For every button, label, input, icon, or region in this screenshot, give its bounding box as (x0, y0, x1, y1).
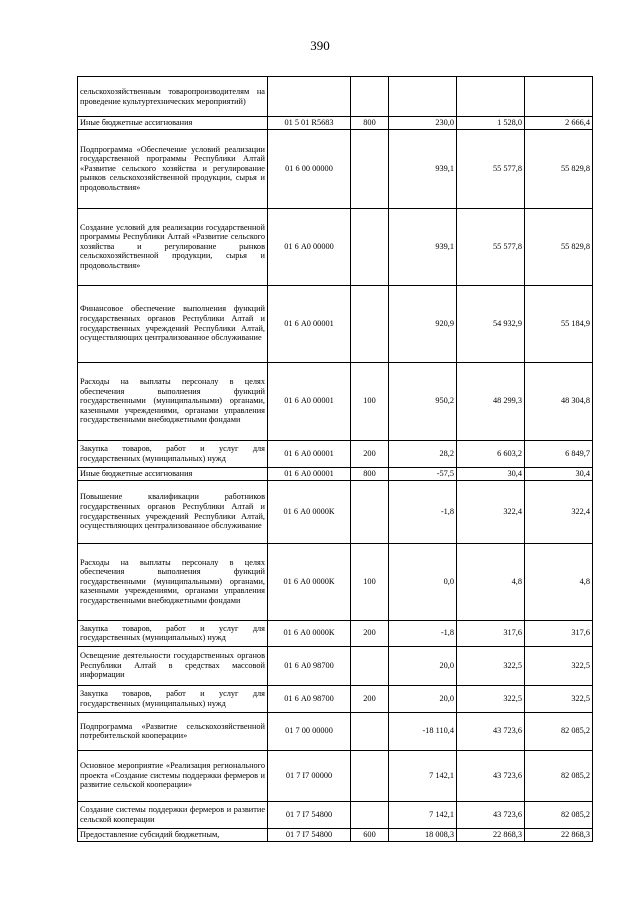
row-expense-type (351, 750, 389, 801)
row-description: Подпрограмма «Развитие сельскохозяйственной потребительской кооперации» (78, 712, 268, 750)
row-code: 01 7 I7 00000 (268, 750, 351, 801)
row-amount-2: 30,4 (457, 467, 525, 480)
row-code: 01 6 А0 0000К (268, 480, 351, 543)
row-amount-3 (525, 77, 593, 117)
table-row (78, 285, 593, 362)
row-amount-1: 939,1 (389, 129, 457, 208)
row-description: Иные бюджетные ассигнования (78, 117, 268, 130)
table-row (78, 685, 593, 712)
row-expense-type (351, 129, 389, 208)
row-amount-1: 0,0 (389, 543, 457, 620)
row-amount-2: 43 723,6 (457, 750, 525, 801)
row-description: сельскохозяйственным товаропроизводителям на проведение культуртехнических мероприятий) (78, 77, 268, 117)
row-expense-type: 600 (351, 828, 389, 841)
table-row (78, 480, 593, 543)
row-amount-2: 6 603,2 (457, 440, 525, 467)
row-amount-3: 55 829,8 (525, 208, 593, 285)
row-amount-2: 4,8 (457, 543, 525, 620)
row-amount-2: 322,5 (457, 646, 525, 685)
table-row (78, 77, 593, 117)
row-amount-2 (457, 77, 525, 117)
row-expense-type: 200 (351, 620, 389, 646)
row-amount-3: 82 085,2 (525, 750, 593, 801)
row-description: Расходы на выплаты персоналу в целях обеспечения выполнения функций государственными (муниципальными) органами, казенными учреждениями, органами управления государственными внебюджетными фондами (78, 362, 268, 440)
table-row (78, 208, 593, 285)
row-amount-2: 1 528,0 (457, 117, 525, 130)
row-description: Закупка товаров, работ и услуг для государственных (муниципальных) нужд (78, 685, 268, 712)
row-expense-type (351, 285, 389, 362)
row-expense-type: 100 (351, 543, 389, 620)
row-amount-1: -18 110,4 (389, 712, 457, 750)
row-amount-1: -1,8 (389, 480, 457, 543)
row-amount-1: 28,2 (389, 440, 457, 467)
row-amount-1: 20,0 (389, 685, 457, 712)
row-expense-type (351, 712, 389, 750)
row-amount-1: -57,5 (389, 467, 457, 480)
budget-table (77, 76, 593, 842)
row-description: Закупка товаров, работ и услуг для государственных (муниципальных) нужд (78, 440, 268, 467)
row-amount-3: 322,5 (525, 646, 593, 685)
row-amount-3: 55 184,9 (525, 285, 593, 362)
row-description: Повышение квалификации работников государственных органов Республики Алтай и государственных учреждений Республики Алтай, осуществляющих централизованное обслуживание (78, 480, 268, 543)
row-amount-2: 43 723,6 (457, 801, 525, 828)
row-amount-3: 55 829,8 (525, 129, 593, 208)
table-row (78, 543, 593, 620)
row-amount-2: 22 868,3 (457, 828, 525, 841)
table-row (78, 129, 593, 208)
page-number: 390 (310, 38, 330, 53)
row-expense-type (351, 801, 389, 828)
row-description: Освещение деятельности государственных органов Республики Алтай в средствах массовой информации (78, 646, 268, 685)
row-code: 01 7 I7 54800 (268, 828, 351, 841)
row-amount-3: 317,6 (525, 620, 593, 646)
row-amount-3: 2 666,4 (525, 117, 593, 130)
row-expense-type: 100 (351, 362, 389, 440)
row-code: 01 6 А0 0000К (268, 620, 351, 646)
row-expense-type (351, 646, 389, 685)
row-amount-2: 317,6 (457, 620, 525, 646)
row-amount-1: 20,0 (389, 646, 457, 685)
table-row (78, 620, 593, 646)
row-expense-type: 800 (351, 117, 389, 130)
row-expense-type: 800 (351, 467, 389, 480)
row-amount-3: 322,4 (525, 480, 593, 543)
row-description: Финансовое обеспечение выполнения функций государственных органов Республики Алтай и государственных учреждений Республики Алтай, осуществляющих централизованное обслуживание (78, 285, 268, 362)
row-code: 01 6 00 00000 (268, 129, 351, 208)
row-code (268, 77, 351, 117)
row-amount-2: 322,4 (457, 480, 525, 543)
row-code: 01 6 А0 00001 (268, 285, 351, 362)
table-row (78, 801, 593, 828)
row-code: 01 5 01 R5683 (268, 117, 351, 130)
row-code: 01 7 I7 54800 (268, 801, 351, 828)
row-expense-type (351, 77, 389, 117)
row-amount-2: 48 299,3 (457, 362, 525, 440)
table-row (78, 362, 593, 440)
row-amount-3: 82 085,2 (525, 712, 593, 750)
row-amount-2: 43 723,6 (457, 712, 525, 750)
row-description: Иные бюджетные ассигнования (78, 467, 268, 480)
table-row (78, 440, 593, 467)
budget-table-body (78, 77, 593, 842)
row-amount-3: 6 849,7 (525, 440, 593, 467)
row-amount-1: 950,2 (389, 362, 457, 440)
row-amount-1: 920,9 (389, 285, 457, 362)
table-row (78, 828, 593, 841)
row-amount-3: 322,5 (525, 685, 593, 712)
row-code: 01 6 А0 00000 (268, 208, 351, 285)
row-amount-1: -1,8 (389, 620, 457, 646)
row-description: Расходы на выплаты персоналу в целях обеспечения выполнения функций государственными (муниципальными) органами, казенными учреждениями, органами управления государственными внебюджетными фондами (78, 543, 268, 620)
table-row (78, 646, 593, 685)
row-amount-1: 230,0 (389, 117, 457, 130)
row-amount-1: 7 142,1 (389, 750, 457, 801)
row-description: Основное мероприятие «Реализация регионального проекта «Создание системы поддержки фермеров и развитие сельской кооперации» (78, 750, 268, 801)
row-code: 01 6 А0 00001 (268, 440, 351, 467)
row-description: Создание условий для реализации государственной программы Республики Алтай «Развитие сельского хозяйства и регулирование рынков сельскохозяйственной продукции, сырья и продовольствия» (78, 208, 268, 285)
row-expense-type (351, 480, 389, 543)
row-expense-type: 200 (351, 685, 389, 712)
row-amount-3: 30,4 (525, 467, 593, 480)
row-amount-2: 322,5 (457, 685, 525, 712)
row-amount-3: 4,8 (525, 543, 593, 620)
row-amount-1: 7 142,1 (389, 801, 457, 828)
table-row (78, 467, 593, 480)
row-code: 01 6 А0 0000К (268, 543, 351, 620)
row-code: 01 7 00 00000 (268, 712, 351, 750)
table-row (78, 712, 593, 750)
row-amount-2: 55 577,8 (457, 208, 525, 285)
row-code: 01 6 А0 98700 (268, 646, 351, 685)
row-amount-3: 22 868,3 (525, 828, 593, 841)
row-description: Подпрограмма «Обеспечение условий реализации государственной программы Республики Алтай «Развитие сельского хозяйства и регулирование рынков сельскохозяйственной продукции, сырья и продовольствия» (78, 129, 268, 208)
row-description: Предоставление субсидий бюджетным, (78, 828, 268, 841)
table-row (78, 750, 593, 801)
table-row (78, 117, 593, 130)
row-code: 01 6 А0 00001 (268, 362, 351, 440)
row-code: 01 6 А0 00001 (268, 467, 351, 480)
row-amount-1: 939,1 (389, 208, 457, 285)
row-amount-1: 18 008,3 (389, 828, 457, 841)
row-expense-type (351, 208, 389, 285)
row-expense-type: 200 (351, 440, 389, 467)
row-description: Закупка товаров, работ и услуг для государственных (муниципальных) нужд (78, 620, 268, 646)
row-code: 01 6 А0 98700 (268, 685, 351, 712)
row-amount-3: 82 085,2 (525, 801, 593, 828)
row-amount-2: 54 932,9 (457, 285, 525, 362)
row-amount-2: 55 577,8 (457, 129, 525, 208)
row-description: Создание системы поддержки фермеров и развитие сельской кооперации (78, 801, 268, 828)
row-amount-3: 48 304,8 (525, 362, 593, 440)
row-amount-1 (389, 77, 457, 117)
